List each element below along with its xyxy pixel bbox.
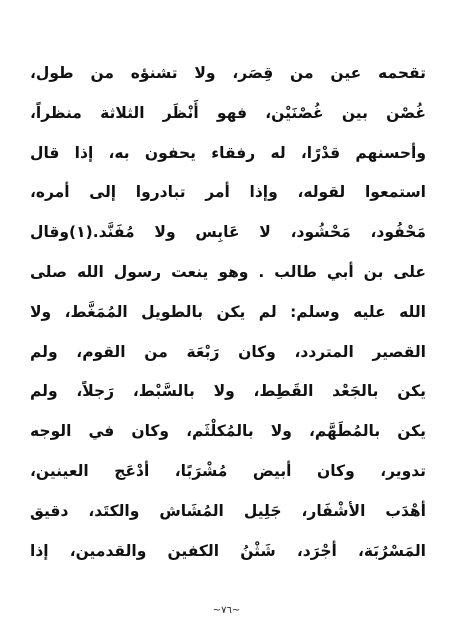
text-line-12: أهْدَب الأشْفَار، جَلِيل المُشَاش والكتَد، دقيق <box>30 501 426 520</box>
body-text <box>30 54 426 571</box>
text-line-1: تقحمه عين من قِصَر، ولا تشنؤه من طول، <box>30 64 426 82</box>
text-line-4: استمعوا لقوله، وإذا أمر تبادروا إلى أمره، <box>30 183 426 202</box>
page-number: ~٧٦~ <box>212 605 241 616</box>
text-line-5: مَحْفُود، مَحْشُود، لا عَابِس ولا مُفَنَّد.(١)وقال <box>30 223 426 242</box>
text-line-10: يكن بالمُطَهَّم، ولا بالمُكلْثَم، وكان في الوجه <box>30 422 426 441</box>
text-line-11: تدوير، وكان أبيض مُشْرَبًا، أدْعَج العينين، <box>30 461 426 480</box>
text-line-13: المَسْرُبَة، أجْرَد، شَثْنُ الكفين والقدمين، إذا <box>30 541 426 560</box>
text-line-8: القصير المتردد، وكان رَبْعَة من القوم، ولم <box>30 342 426 361</box>
text-line-7: الله عليه وسلم: لم يكن بالطويل المُمَغَّط، ولا <box>30 302 426 321</box>
text-line-3: وأحسنهم قدْرًا، له رفقاء يحفون به، إذا قال <box>30 143 426 162</box>
text-line-6: على بن أبي طالب . وهو ينعت رسول الله صلى <box>30 262 426 281</box>
text-line-9: يكن بالجَعْد القَطِط، ولا بالسَّبْط، رَجلاً، ولم <box>30 382 426 401</box>
text-line-2: غُصْن بين غُصْنَيْن، فهو أَنْظَر الثلاثة منظراً، <box>30 103 426 122</box>
